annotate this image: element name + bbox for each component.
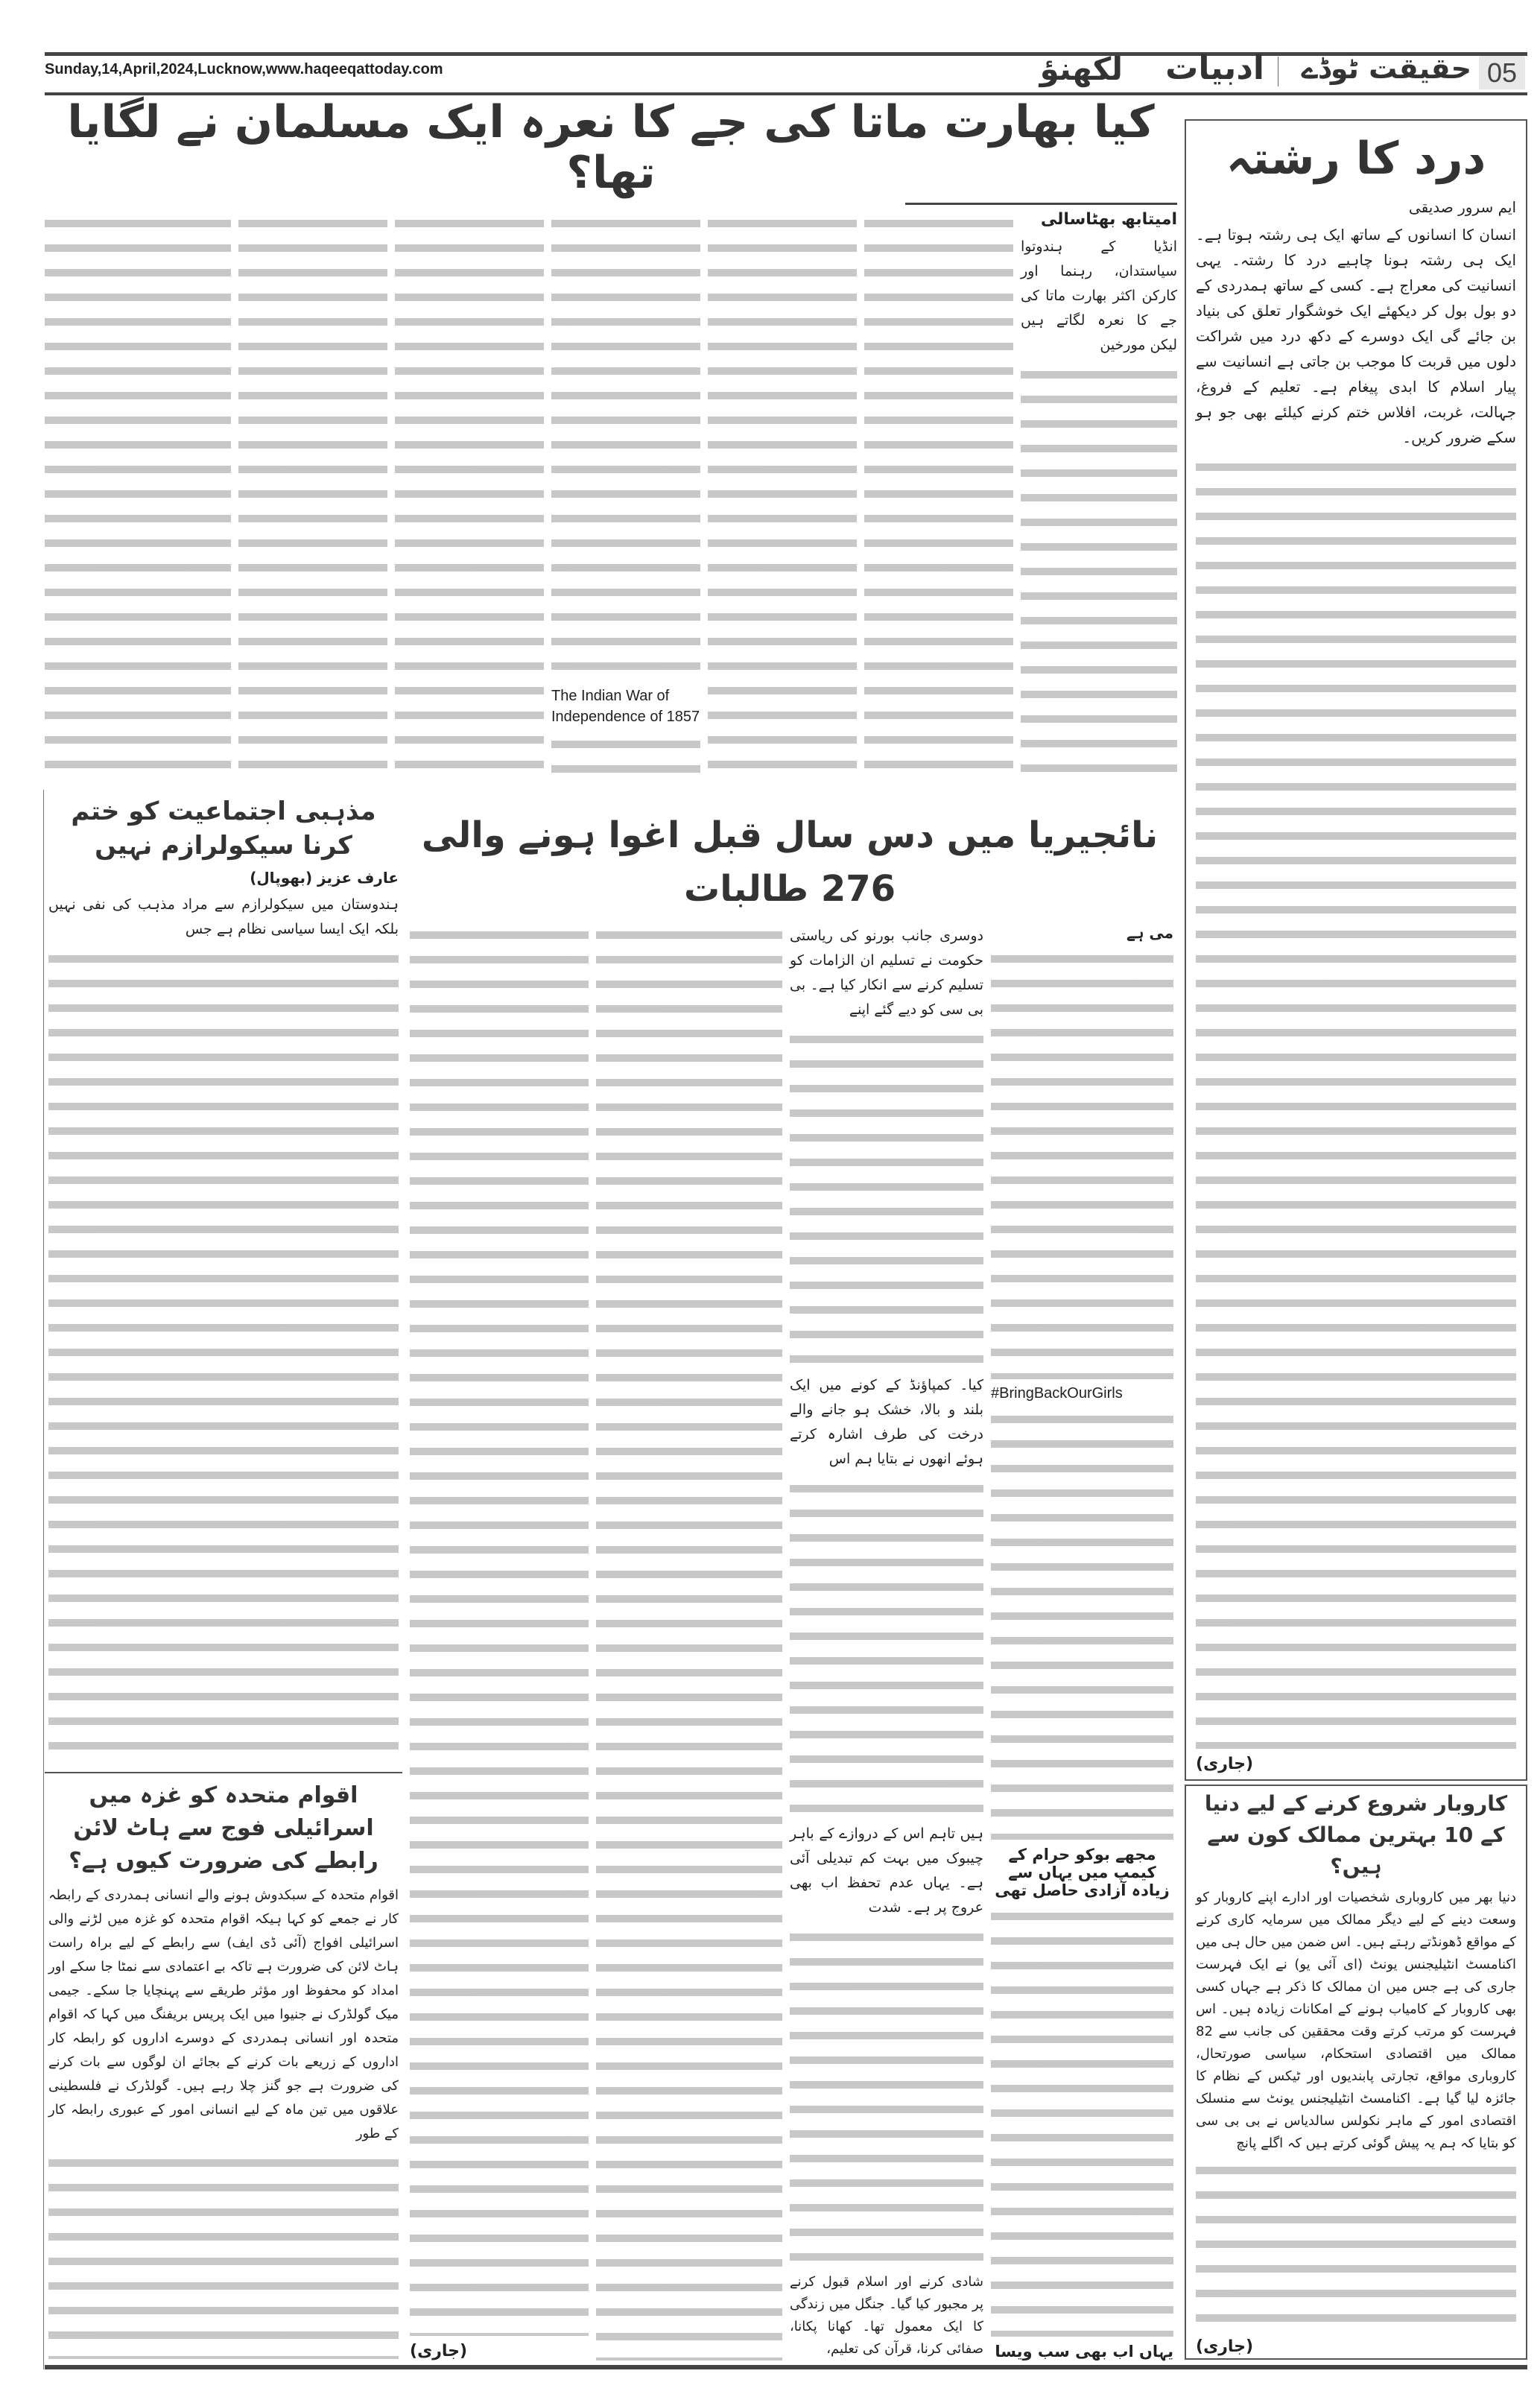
continued-label: (جاری) [1196,1755,1254,1773]
lead-column-text [395,212,544,782]
nigeria-subhead: مجھے بوکو حرام کے کیمپ میں یہاں سے زیادہ آزادی حاصل تھی [995,1846,1170,1899]
business-text: دنیا بھر میں کاروباری شخصیات اور ادارے اپنے کاروبار کو وسعت دینے کے لیے دیگر ممالک میں سرمایہ کاری کرنے کے مواقع ڈھونڈتے رہتے ہیں۔ اس ضمن میں حال ہی میں اکنامسٹ انٹیلیجنس یونٹ (ای آئی یو) نے ایک فہرست جاری کی ہے جس میں ان ممالک کا ذکر ہے جہاں کسی بھی کاروبار کے کامیاب ہونے کے امکانات زیادہ ہیں۔ اس فہرست کو مرتب کرتے وقت محققین کی جانب سے 82 ممالک میں اقتصادی استحکام، سیاسی صورتحال، کاروباری مواقع، تجارتی پابندیوں اور ٹیکس کے نظام کا جائزہ لیا گیا ہے۔ اکنامسٹ انٹیلیجنس یونٹ سے منسلک اقتصادی امور کے ماہر نکولس سالدیاس نے بی بی سی کو بتایا کہ ہم یہ پیش گوئی کرتے ہیں کہ اگلے پانچ [1196,1890,1516,2151]
un-text-continued [48,2152,399,2359]
lead-column-text [45,212,231,782]
date-line: Sunday,14,April,2024,Lucknow,www.haqeeqattoday.com [45,61,443,77]
business-headline: کاروبار شروع کرنے کے لیے دنیا کے 10 بہترین ممالک کون سے ہیں؟ [1204,1791,1508,1878]
business-text-continued [1196,2159,1516,2333]
un-text: اقوام متحدہ کے سبکدوش ہونے والے انسانی ہمدردی کے رابطہ کار نے جمعے کو کہا ہیکہ اقوام متحدہ کو غزہ میں لڑنے والی اسرائیلی افواج (آئی ڈی ایف) سے رابطے کے لیے براہ راست ہاٹ لائن کی ضرورت ہے تاکہ بے اعتمادی سے نمٹا جا سکے اور امداد کو محفوظ اور مؤثر طریقے سے پہنچایا جا سکے۔ جیمی میک گولڈرک نے جنیوا میں ایک پریس بریفنگ میں کہا کہ اقوام متحدہ اور انسانی ہمدردی کے دوسرے اداروں کو رابطہ کار اداروں کے زریعے بات کرنے کے بجائے ان لوگوں سے بات کرنے کی ضرورت ہے جو گنز چلا رہے ہیں۔ گولڈرک نے فلسطینی علاقوں میں تین ماہ کے لیے انسانی امور کے عبوری رابطہ کار کے طور [48,1887,399,2141]
secularism-headline: مذہبی اجتماعیت کو ختم کرنا سیکولرازم نہیں [71,797,376,861]
lead-column-text [551,212,700,680]
lead-intro: انڈیا کے ہندوتوا سیاستدان، رہنما اور کارکن اکثر بھارت ماتا کی جے کا نعرہ لگاتے ہیں لیکن مورخین [1021,238,1177,353]
section-label: ادبیات [1165,49,1264,87]
masthead-bottom-rule [45,92,1527,95]
un-headline: اقوام متحدہ کو غزہ میں اسرائیلی فوج سے ہاٹ لائن رابطے کی ضرورت کیوں ہے؟ [69,1782,378,1874]
lead-column-text [238,212,387,782]
lead-byline: امیتابھ بھٹاسالی [1040,210,1177,229]
bottom-rule [45,2365,1527,2369]
nigeria-text [991,948,1173,1379]
secularism-text [48,948,399,1763]
secularism-byline: عارف عزیز (بھوپال) [250,869,399,887]
side-column-text [1196,456,1516,1749]
nigeria-text [790,1028,983,1367]
nigeria-subhead: یہاں اب بھی سب ویسا [995,2343,1173,2360]
nigeria-paragraph: شادی کرنے اور اسلام قبول کرنے پر مجبور کیا گیا۔ جنگل میں زندگی کا ایک معمول تھا۔ کھانا پکانا، صفائی کرنا، قرآن کی تعلیم، [790,2274,983,2358]
hashtag: #BringBackOurGirls [991,1385,1123,1402]
book-title: The Indian War of Independence of 1857 [551,688,700,725]
lead-column-text [551,733,700,782]
lead-headline: کیا بھارت ماتا کی جے کا نعرہ ایک مسلمان نے لگایا تھا؟ [67,96,1155,199]
city-label: لکھنؤ [1039,51,1123,87]
divider [45,1772,402,1773]
continued-label: (جاری) [1196,2337,1254,2356]
side-byline: ایم سرور صدیقی [1408,198,1516,216]
nigeria-paragraph: کیا۔ کمپاؤنڈ کے کونے میں ایک بلند و بالا، خشک ہو جانے والے درخت کی طرف اشارہ کرتے ہوئے انھوں نے بتایا ہم اس [790,1376,983,1467]
divider [905,203,1177,205]
lead-column-text [1021,364,1177,782]
nigeria-paragraph: دوسری جانب بورنو کی ریاستی حکومت نے تسلیم ان الزامات کو تسلیم کرنے سے انکار کیا ہے۔ بی بی سی کو دیے گئے اپنے [790,928,983,1018]
nigeria-text [991,1905,1173,2337]
page-number: 05 [1479,56,1525,89]
secularism-intro: ہندوستان میں سیکولرازم سے مراد مذہب کی نفی نہیں بلکہ ایک ایسا سیاسی نظام ہے جس [48,896,399,937]
nigeria-text [596,924,782,2360]
paper-logo: حقیقت ٹوڈے [1301,52,1471,85]
nigeria-dateline: می ہے [1126,924,1173,942]
side-headline: درد کا رشتہ [1226,133,1486,185]
nigeria-text [410,924,589,2336]
column-rule [43,790,44,2369]
nigeria-text [991,1408,1173,1840]
nigeria-text [790,1926,983,2265]
lead-column-text [708,212,857,782]
side-paragraph: انسان کا انسانوں کے ساتھ ایک ہی رشتہ ہوتا ہے۔ ایک ہی رشتہ ہونا چاہیے درد کا رشتہ۔ یہی انسانیت کی معراج ہے۔ کسی کے ساتھ ہمدردی کے دو بول بول کر دیکھئے ایک خوشگوار تعلق کی بنیاد بن جائے گی ایک دوسرے کے دکھ درد میں شراکت دلوں میں قربت کا موجب بن جاتی ہے انسانیت سے پیار اسلام کا ابدی پیغام ہے۔ تعلیم کے فروغ، جہالت، غربت، افلاس ختم کرنے کیلئے بھی جو ہو سکے ضرور کریں۔ [1196,226,1516,446]
nigeria-paragraph: ہیں تاہم اس کے دروازے کے باہر چیبوک میں بہت کم تبدیلی آئی ہے۔ یہاں عدم تحفظ اب بھی عروج پر ہے۔ شدت [790,1826,983,1916]
nigeria-headline: نائجیریا میں دس سال قبل اغوا ہونے والی 276 طالبات [421,814,1159,910]
nigeria-text [790,1478,983,1817]
continued-label: (جاری) [410,2342,468,2360]
lead-column-text [864,212,1013,782]
